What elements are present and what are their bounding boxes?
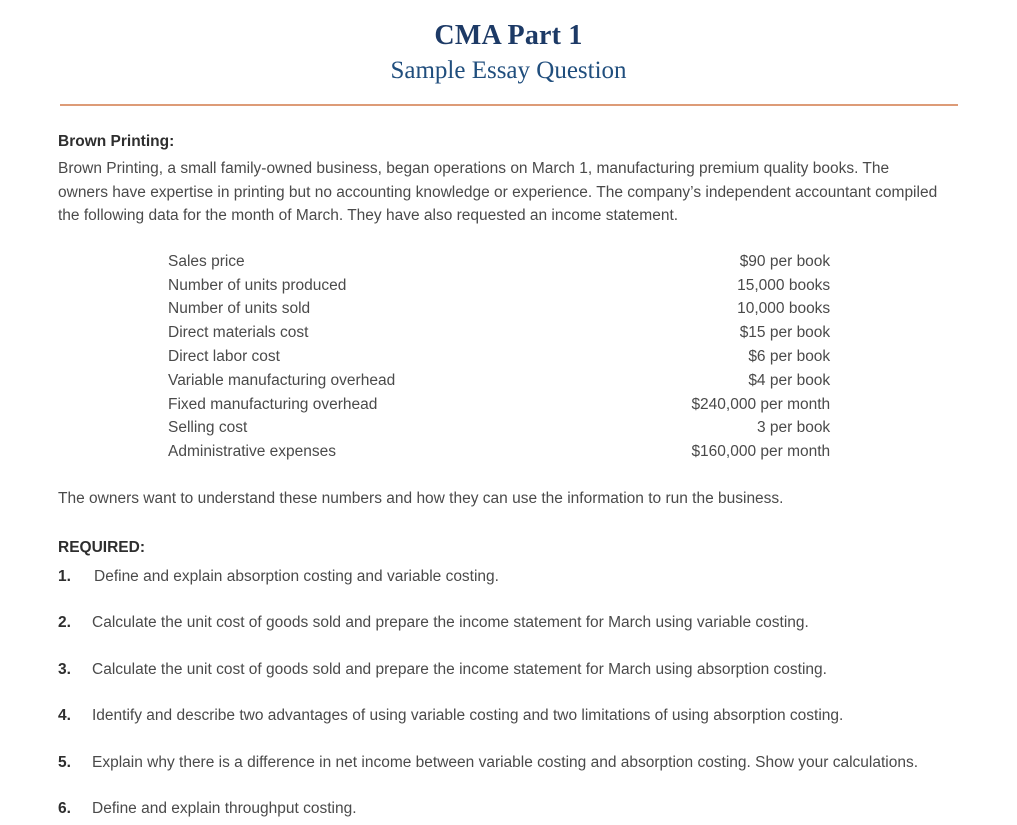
list-item <box>58 797 1017 821</box>
table-cell-label: Number of units produced <box>168 276 347 294</box>
table-cell-label: Sales price <box>168 252 245 270</box>
table-cell-value: 3 per book <box>756 419 831 437</box>
table-cell-value: $6 per book <box>748 347 831 365</box>
list-item-text: Calculate the unit cost of goods sold and prepare the income statement for March using absorption costing. <box>92 660 827 678</box>
required-heading: REQUIRED: <box>58 539 145 557</box>
list-item <box>58 751 1017 775</box>
table-cell-label: Fixed manufacturing overhead <box>168 395 378 413</box>
list-item <box>58 704 1017 728</box>
table-row <box>58 416 830 440</box>
company-label: Brown Printing: <box>58 133 175 151</box>
required-list <box>58 565 1017 821</box>
list-item-number: 5. <box>58 753 71 771</box>
table-cell-label: Variable manufacturing overhead <box>168 371 396 389</box>
table-cell-value: $240,000 per month <box>691 395 831 413</box>
list-item-text: Define and explain throughput costing. <box>92 800 357 818</box>
list-item-number: 1. <box>58 567 71 585</box>
table-row <box>58 297 830 321</box>
page-subtitle: Sample Essay Question <box>390 57 627 85</box>
list-item-text: Explain why there is a difference in net income between variable costing and absorption costing. Show your calculations. <box>92 753 918 771</box>
table-cell-value: $4 per book <box>748 371 831 389</box>
table-cell-value: $160,000 per month <box>691 443 831 461</box>
table-cell-value: $90 per book <box>739 252 831 270</box>
table-row <box>58 345 830 369</box>
list-item <box>58 611 1017 635</box>
table-cell-label: Selling cost <box>168 419 248 437</box>
table-row <box>58 250 830 274</box>
list-item <box>58 658 1017 682</box>
table-row <box>58 369 830 393</box>
list-item-number: 6. <box>58 800 71 818</box>
document-body <box>0 106 1017 821</box>
table-row <box>58 440 830 464</box>
owners-paragraph: The owners want to understand these numbers and how they can use the information to run the business. <box>58 489 784 507</box>
table-row <box>58 274 830 298</box>
table-cell-label: Direct labor cost <box>168 347 280 365</box>
table-cell-value: 15,000 books <box>737 276 831 294</box>
table-cell-label: Number of units sold <box>168 300 311 318</box>
financial-data-table-body <box>58 250 830 464</box>
list-item <box>58 565 1017 589</box>
table-cell-value: $15 per book <box>739 324 831 342</box>
list-item-text: Calculate the unit cost of goods sold and prepare the income statement for March using variable costing. <box>92 614 809 632</box>
table-cell-value: 10,000 books <box>737 300 831 318</box>
list-item-number: 4. <box>58 707 71 725</box>
table-row <box>58 393 830 417</box>
table-row <box>58 321 830 345</box>
list-item-number: 2. <box>58 614 71 632</box>
list-item-text: Identify and describe two advantages of using variable costing and two limitations of using absorption costing. <box>92 707 844 725</box>
table-cell-label: Direct materials cost <box>168 324 309 342</box>
table-cell-label: Administrative expenses <box>168 443 336 461</box>
list-item-number: 3. <box>58 660 71 678</box>
document-header <box>0 0 1017 106</box>
page-title: CMA Part 1 <box>434 20 583 51</box>
list-item-text: Define and explain absorption costing and variable costing. <box>94 567 499 585</box>
financial-data-table <box>58 250 830 464</box>
intro-paragraph: Brown Printing, a small family-owned business, began operations on March 1, manufacturing premium quality books. The owners have expertise in printing but no accounting knowledge or experience. The company’s independent accountant compiled the following data for the month of March. They have also requested an income statement. <box>58 160 938 225</box>
